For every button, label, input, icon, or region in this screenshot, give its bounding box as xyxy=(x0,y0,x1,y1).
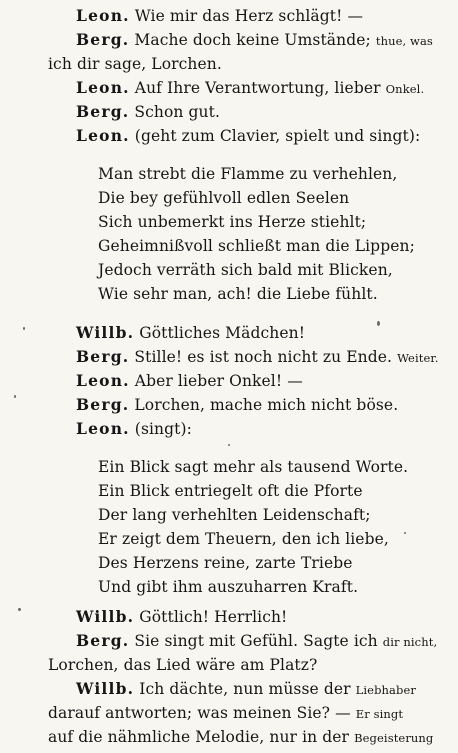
line-cutoff-text: dir nicht, xyxy=(382,635,438,649)
line-text: Aber lieber Onkel! — xyxy=(129,372,303,390)
line-text: Ein Blick sagt mehr als tausend Worte. xyxy=(98,458,409,476)
text-line xyxy=(76,370,303,393)
text-line xyxy=(76,125,420,148)
speaker-name: Berg. xyxy=(76,395,130,414)
verse-line xyxy=(98,163,397,185)
speaker-name: Leon. xyxy=(76,371,130,390)
speaker-name: Leon. xyxy=(76,78,130,97)
line-text: Jedoch verräth sich bald mit Blicken, xyxy=(98,261,393,279)
line-cutoff-text: Begeisterung xyxy=(354,731,434,745)
verse-line xyxy=(98,576,358,598)
print-speck xyxy=(377,321,380,326)
speaker-name: Leon. xyxy=(76,6,130,25)
print-speck xyxy=(14,395,16,398)
line-text: Ein Blick entriegelt oft die Pforte xyxy=(98,482,363,500)
text-line xyxy=(76,101,220,124)
verse-line xyxy=(98,504,371,526)
speaker-name: Leon. xyxy=(76,126,130,145)
line-text: Wie sehr man, ach! die Liebe fühlt. xyxy=(98,285,378,303)
text-line xyxy=(76,5,363,28)
verse-line xyxy=(98,283,378,305)
speaker-name: Berg. xyxy=(76,30,130,49)
print-speck xyxy=(18,608,21,611)
line-text: Lorchen, das Lied wäre am Platz? xyxy=(48,656,318,674)
line-text: (singt): xyxy=(129,420,192,438)
text-line xyxy=(76,346,438,369)
line-text: Geheimnißvoll schließt man die Lippen; xyxy=(98,237,415,255)
line-text: Des Herzens reine, zarte Triebe xyxy=(98,554,353,572)
text-line xyxy=(76,630,437,653)
verse-line xyxy=(98,456,408,478)
line-text: Schon gut. xyxy=(129,103,220,121)
text-line xyxy=(76,606,287,629)
text-line xyxy=(76,418,192,441)
speaker-name: Leon. xyxy=(76,419,130,438)
line-text: ich dir sage, Lorchen. xyxy=(48,55,222,73)
line-text: auf die nähmliche Melodie, nur in der xyxy=(48,728,355,746)
line-text: Göttliches Mädchen! xyxy=(134,324,306,342)
speaker-name: Berg. xyxy=(76,347,130,366)
text-line xyxy=(48,53,222,76)
verse-line xyxy=(98,528,389,550)
line-cutoff-text: Onkel. xyxy=(385,82,425,96)
verse-line xyxy=(98,187,349,209)
line-text: Sich unbemerkt ins Herze stiehlt; xyxy=(98,213,367,231)
text-line xyxy=(76,77,424,100)
line-text: Er zeigt dem Theuern, den ich liebe, xyxy=(98,530,389,548)
line-text: Stille! es ist noch nicht zu Ende. xyxy=(129,348,398,366)
verse-line xyxy=(98,552,353,574)
speaker-name: Willb. xyxy=(76,323,135,342)
verse-line xyxy=(98,235,415,257)
line-text: Der lang verhehlten Leidenschaft; xyxy=(98,506,371,524)
print-speck xyxy=(23,327,25,330)
speaker-name: Berg. xyxy=(76,102,130,121)
line-cutoff-text: Er singt xyxy=(355,707,404,721)
line-text: (geht zum Clavier, spielt und singt): xyxy=(129,127,421,145)
verse-line xyxy=(98,259,393,281)
text-line xyxy=(76,29,433,52)
line-text: Auf Ihre Verantwortung, lieber xyxy=(129,79,386,97)
line-cutoff-text: thue, was xyxy=(375,34,433,48)
line-text: Und gibt ihm auszuharren Kraft. xyxy=(98,578,359,596)
line-cutoff-text: Liebhaber xyxy=(355,683,416,697)
print-speck xyxy=(404,532,406,534)
speaker-name: Willb. xyxy=(76,679,135,698)
line-text: Man strebt die Flamme zu verhehlen, xyxy=(98,165,398,183)
text-line xyxy=(48,702,403,725)
line-text: Lorchen, mache mich nicht böse. xyxy=(129,396,399,414)
line-text: Wie mir das Herz schlägt! — xyxy=(129,7,364,25)
line-text: Sie singt mit Gefühl. Sagte ich xyxy=(129,632,383,650)
verse-line xyxy=(98,480,363,502)
line-text: darauf antworten; was meinen Sie? — xyxy=(48,704,356,722)
line-text: Ich dächte, nun müsse der xyxy=(134,680,356,698)
text-line xyxy=(76,678,416,701)
line-cutoff-text: Weiter. xyxy=(397,351,439,365)
line-text: Göttlich! Herrlich! xyxy=(134,608,288,626)
line-text: Die bey gefühlvoll edlen Seelen xyxy=(98,189,350,207)
speaker-name: Berg. xyxy=(76,631,130,650)
text-line xyxy=(76,394,398,417)
verse-line xyxy=(98,211,366,233)
speaker-name: Willb. xyxy=(76,607,135,626)
text-line xyxy=(48,654,317,677)
text-line xyxy=(48,726,433,749)
print-speck xyxy=(228,444,230,446)
text-line xyxy=(76,322,305,345)
line-text: Mache doch keine Umstände; xyxy=(129,31,376,49)
